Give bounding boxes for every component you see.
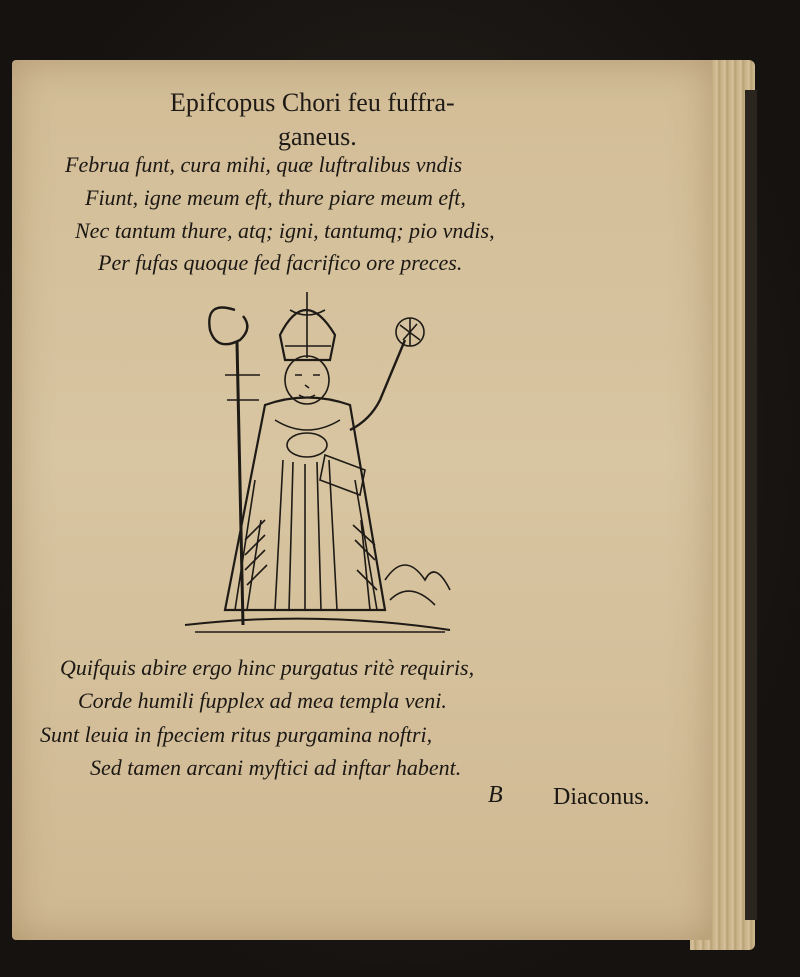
verse-line-6: Corde humili fupplex ad mea templa veni.	[78, 688, 447, 713]
catchword: Diaconus.	[553, 784, 650, 810]
verse-line-7: Sunt leuia in fpeciem ritus purgamina noftri,	[40, 722, 433, 747]
verse-line-3: Nec tantum thure, atq; igni, tantumq; pio vndis,	[75, 218, 495, 243]
bishop-woodcut-illustration	[165, 280, 465, 640]
verse-line-2: Fiunt, igne meum eft, thure piare meum eft,	[85, 185, 466, 210]
book-binding-shadow	[745, 90, 757, 920]
page-heading-continuation: ganeus.	[278, 122, 357, 151]
page-heading: Epifcopus Chori feu fuffra-	[170, 88, 455, 117]
verse-line-4: Per fufas quoque fed facrifico ore preces.	[98, 250, 463, 275]
verse-line-8: Sed tamen arcani myftici ad inftar habent.	[90, 755, 462, 780]
verse-line-1: Februa funt, cura mihi, quæ luftralibus vndis	[65, 152, 463, 177]
signature-mark: B	[488, 782, 503, 808]
verse-line-5: Quifquis abire ergo hinc purgatus ritè requiris,	[60, 655, 475, 680]
